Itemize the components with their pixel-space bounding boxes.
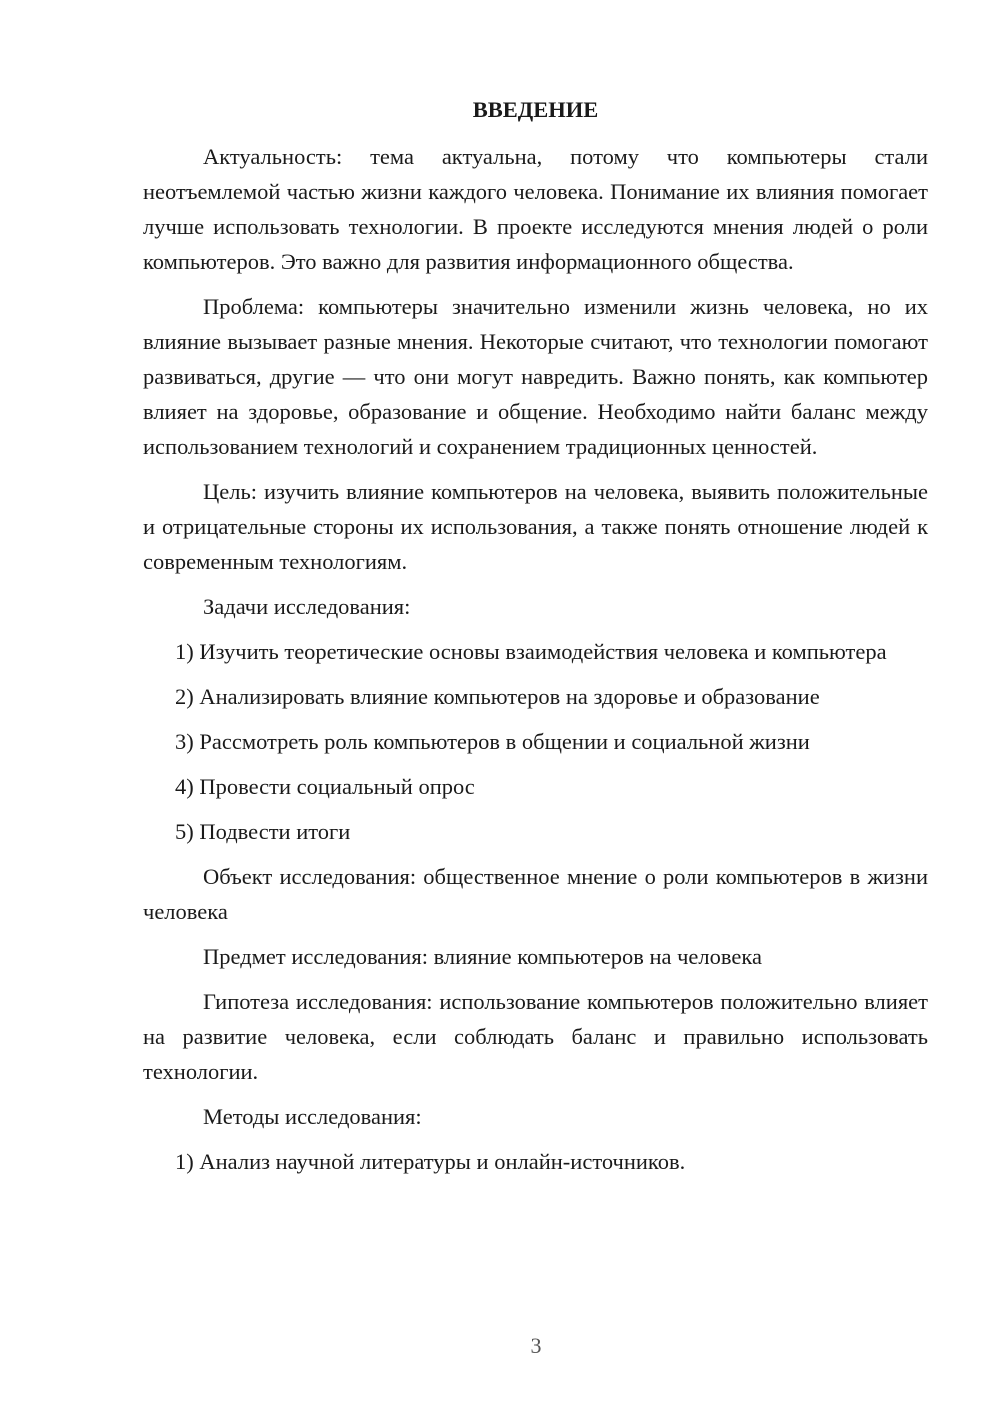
task-item-5: 5) Подвести итоги [175, 819, 351, 844]
subject-paragraph: Предмет исследования: влияние компьютеров на человека [203, 944, 762, 969]
hypothesis-paragraph: Гипотеза исследования: использование компьютеров положительно влияет на развитие человека, если соблюдать баланс и правильно использовать технологии. [143, 989, 928, 1084]
object-paragraph: Объект исследования: общественное мнение о роли компьютеров в жизни человека [143, 864, 928, 924]
task-item-3: 3) Рассмотреть роль компьютеров в общении и социальной жизни [175, 729, 810, 754]
task-item-1: 1) Изучить теоретические основы взаимодействия человека и компьютера [175, 639, 887, 664]
problem-paragraph: Проблема: компьютеры значительно изменили жизнь человека, но их влияние вызывает разные мнения. Некоторые считают, что технологии помогают развиваться, другие — что они могут навредить. Важно понять, как компьютер влияет на здоровье, образование и общение. Необходимо найти баланс между использованием технологий и сохранением традиционных ценностей. [143, 294, 928, 459]
tasks-heading: Задачи исследования: [203, 594, 411, 619]
goal-paragraph: Цель: изучить влияние компьютеров на человека, выявить положительные и отрицательные стороны их использования, а также понять отношение людей к современным технологиям. [143, 479, 928, 574]
method-item-1: 1) Анализ научной литературы и онлайн-источников. [175, 1149, 686, 1174]
relevance-paragraph: Актуальность: тема актуальна, потому что компьютеры стали неотъемлемой частью жизни каждого человека. Понимание их влияния помогает лучше использовать технологии. В проекте исследуются мнения людей о роли компьютеров. Это важно для развития информационного общества. [143, 144, 928, 274]
methods-heading: Методы исследования: [203, 1104, 422, 1129]
document-page [143, 92, 928, 1189]
task-item-4: 4) Провести социальный опрос [175, 774, 475, 799]
page-number: 3 [530, 1333, 542, 1358]
task-item-2: 2) Анализировать влияние компьютеров на здоровье и образование [175, 684, 820, 709]
section-title: ВВЕДЕНИЕ [472, 97, 599, 122]
